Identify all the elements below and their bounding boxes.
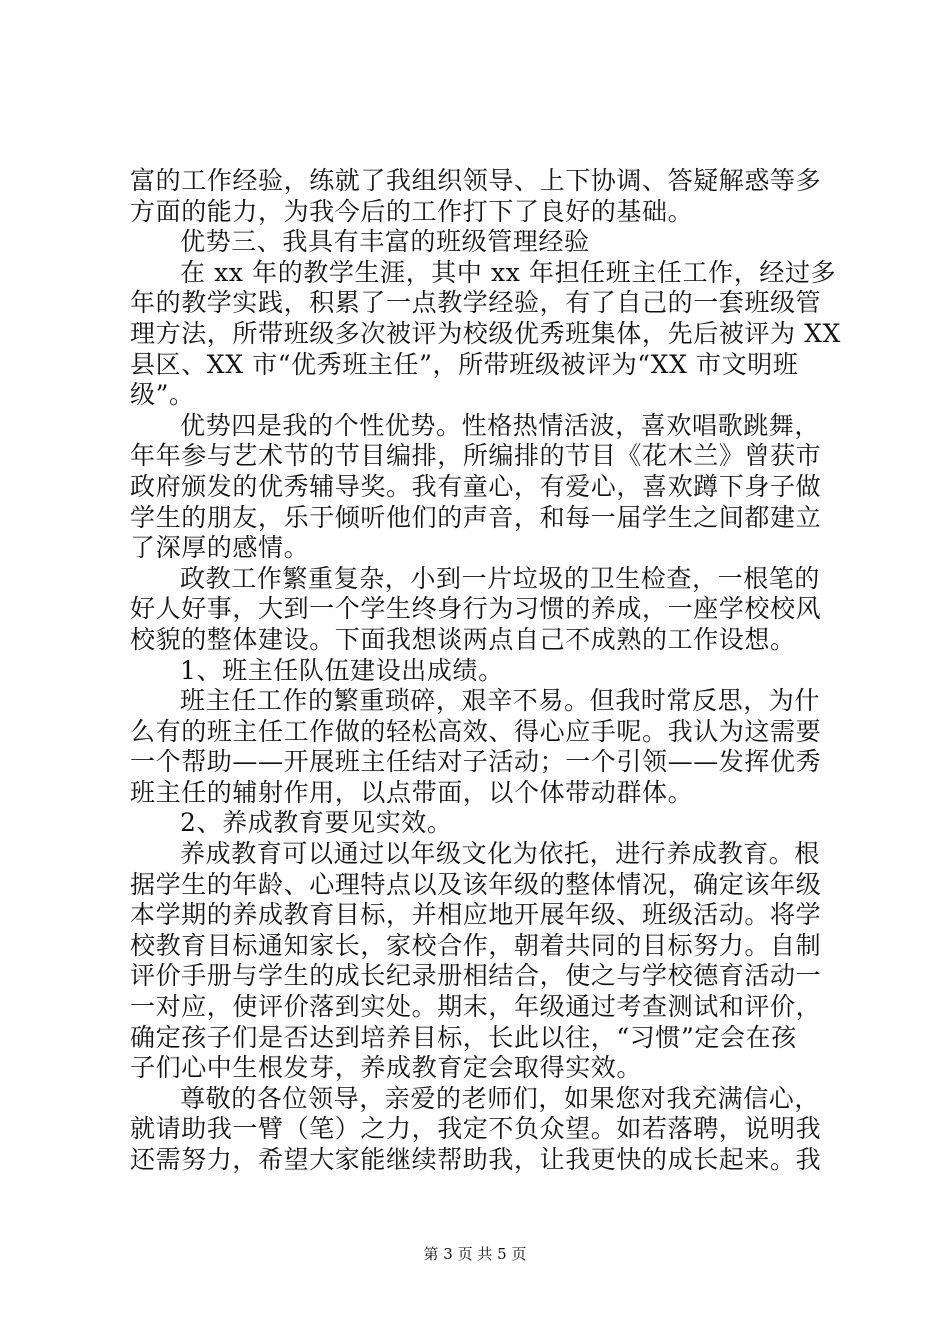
text-line: 么有的班主任工作做的轻松高效、得心应手呢。我认为这需要: [130, 716, 822, 746]
text-line: 政府颁发的优秀辅导奖。我有童心，有爱心，喜欢蹲下身子做: [130, 471, 822, 501]
text-line: 优势三、我具有丰富的班级管理经验: [180, 227, 590, 257]
text-line: 了深厚的感情。: [130, 533, 310, 563]
text-line: 养成教育可以通过以年级文化为依托，进行养成教育。根: [180, 839, 821, 869]
text-line: 子们心中生根发芽，养成教育定会取得实效。: [130, 1053, 643, 1083]
text-line: 班主任工作的繁重琐碎，艰辛不易。但我时常反思，为什: [180, 686, 821, 716]
text-line: 1、班主任队伍建设出成绩。: [180, 655, 504, 685]
text-line: 据学生的年龄、心理特点以及该年级的整体情况，确定该年级: [130, 869, 822, 899]
text-line: 评价手册与学生的成长纪录册相结合，使之与学校德育活动一: [130, 961, 822, 991]
text-line: 本学期的养成教育目标，并相应地开展年级、班级活动。将学: [130, 900, 822, 930]
text-line: 班主任的辅射作用，以点带面，以个体带动群体。: [130, 777, 694, 807]
text-line: 级”。: [130, 380, 195, 410]
text-line: 年年参与艺术节的节目编排，所编排的节目《花木兰》曾获市: [130, 441, 822, 471]
text-line: 政教工作繁重复杂，小到一片垃圾的卫生检查，一根笔的: [180, 563, 821, 593]
text-line: 一个帮助——开展班主任结对子活动；一个引领——发挥优秀: [130, 747, 822, 777]
text-line: 学生的朋友，乐于倾听他们的声音，和每一届学生之间都建立: [130, 502, 822, 532]
document-body: [130, 166, 841, 1176]
text-line: 优势四是我的个性优势。性格热情活波，喜欢唱歌跳舞，: [180, 410, 821, 440]
text-line: 方面的能力，为我今后的工作打下了良好的基础。: [130, 196, 694, 226]
text-line: 年的教学实践，积累了一点教学经验，有了自己的一套班级管: [130, 288, 822, 318]
text-line: 校貌的整体建设。下面我想谈两点自己不成熟的工作设想。: [130, 624, 796, 654]
text-line: 校教育目标通知家长，家校合作，朝着共同的目标努力。自制: [130, 930, 822, 960]
text-line: 理方法，所带班级多次被评为校级优秀班集体，先后被评为 XX: [130, 318, 841, 348]
text-line: 2、养成教育要见实效。: [180, 808, 453, 838]
text-line: 还需努力，希望大家能继续帮助我，让我更快的成长起来。我: [130, 1145, 822, 1174]
text-line: 好人好事，大到一个学生终身行为习惯的养成，一座学校校风: [130, 594, 822, 624]
text-line: 富的工作经验，练就了我组织领导、上下协调、答疑解惑等多: [130, 166, 822, 195]
text-line: 就请助我一臂（笔）之力，我定不负众望。如若落聘，说明我: [130, 1114, 822, 1144]
page-footer: 第 3 页 共 5 页: [423, 1245, 527, 1263]
text-line: 一对应，使评价落到实处。期末，年级通过考查测试和评价，: [130, 992, 822, 1022]
text-line: 县区、XX 市“优秀班主任”，所带班级被评为“XX 市文明班: [130, 349, 799, 379]
text-line: 确定孩子们是否达到培养目标，长此以往，“习惯”定会在孩: [130, 1022, 797, 1052]
text-line: 尊敬的各位领导，亲爱的老师们，如果您对我充满信心，: [180, 1083, 821, 1113]
text-line: 在 xx 年的教学生涯，其中 xx 年担任班主任工作，经过多: [180, 257, 837, 287]
